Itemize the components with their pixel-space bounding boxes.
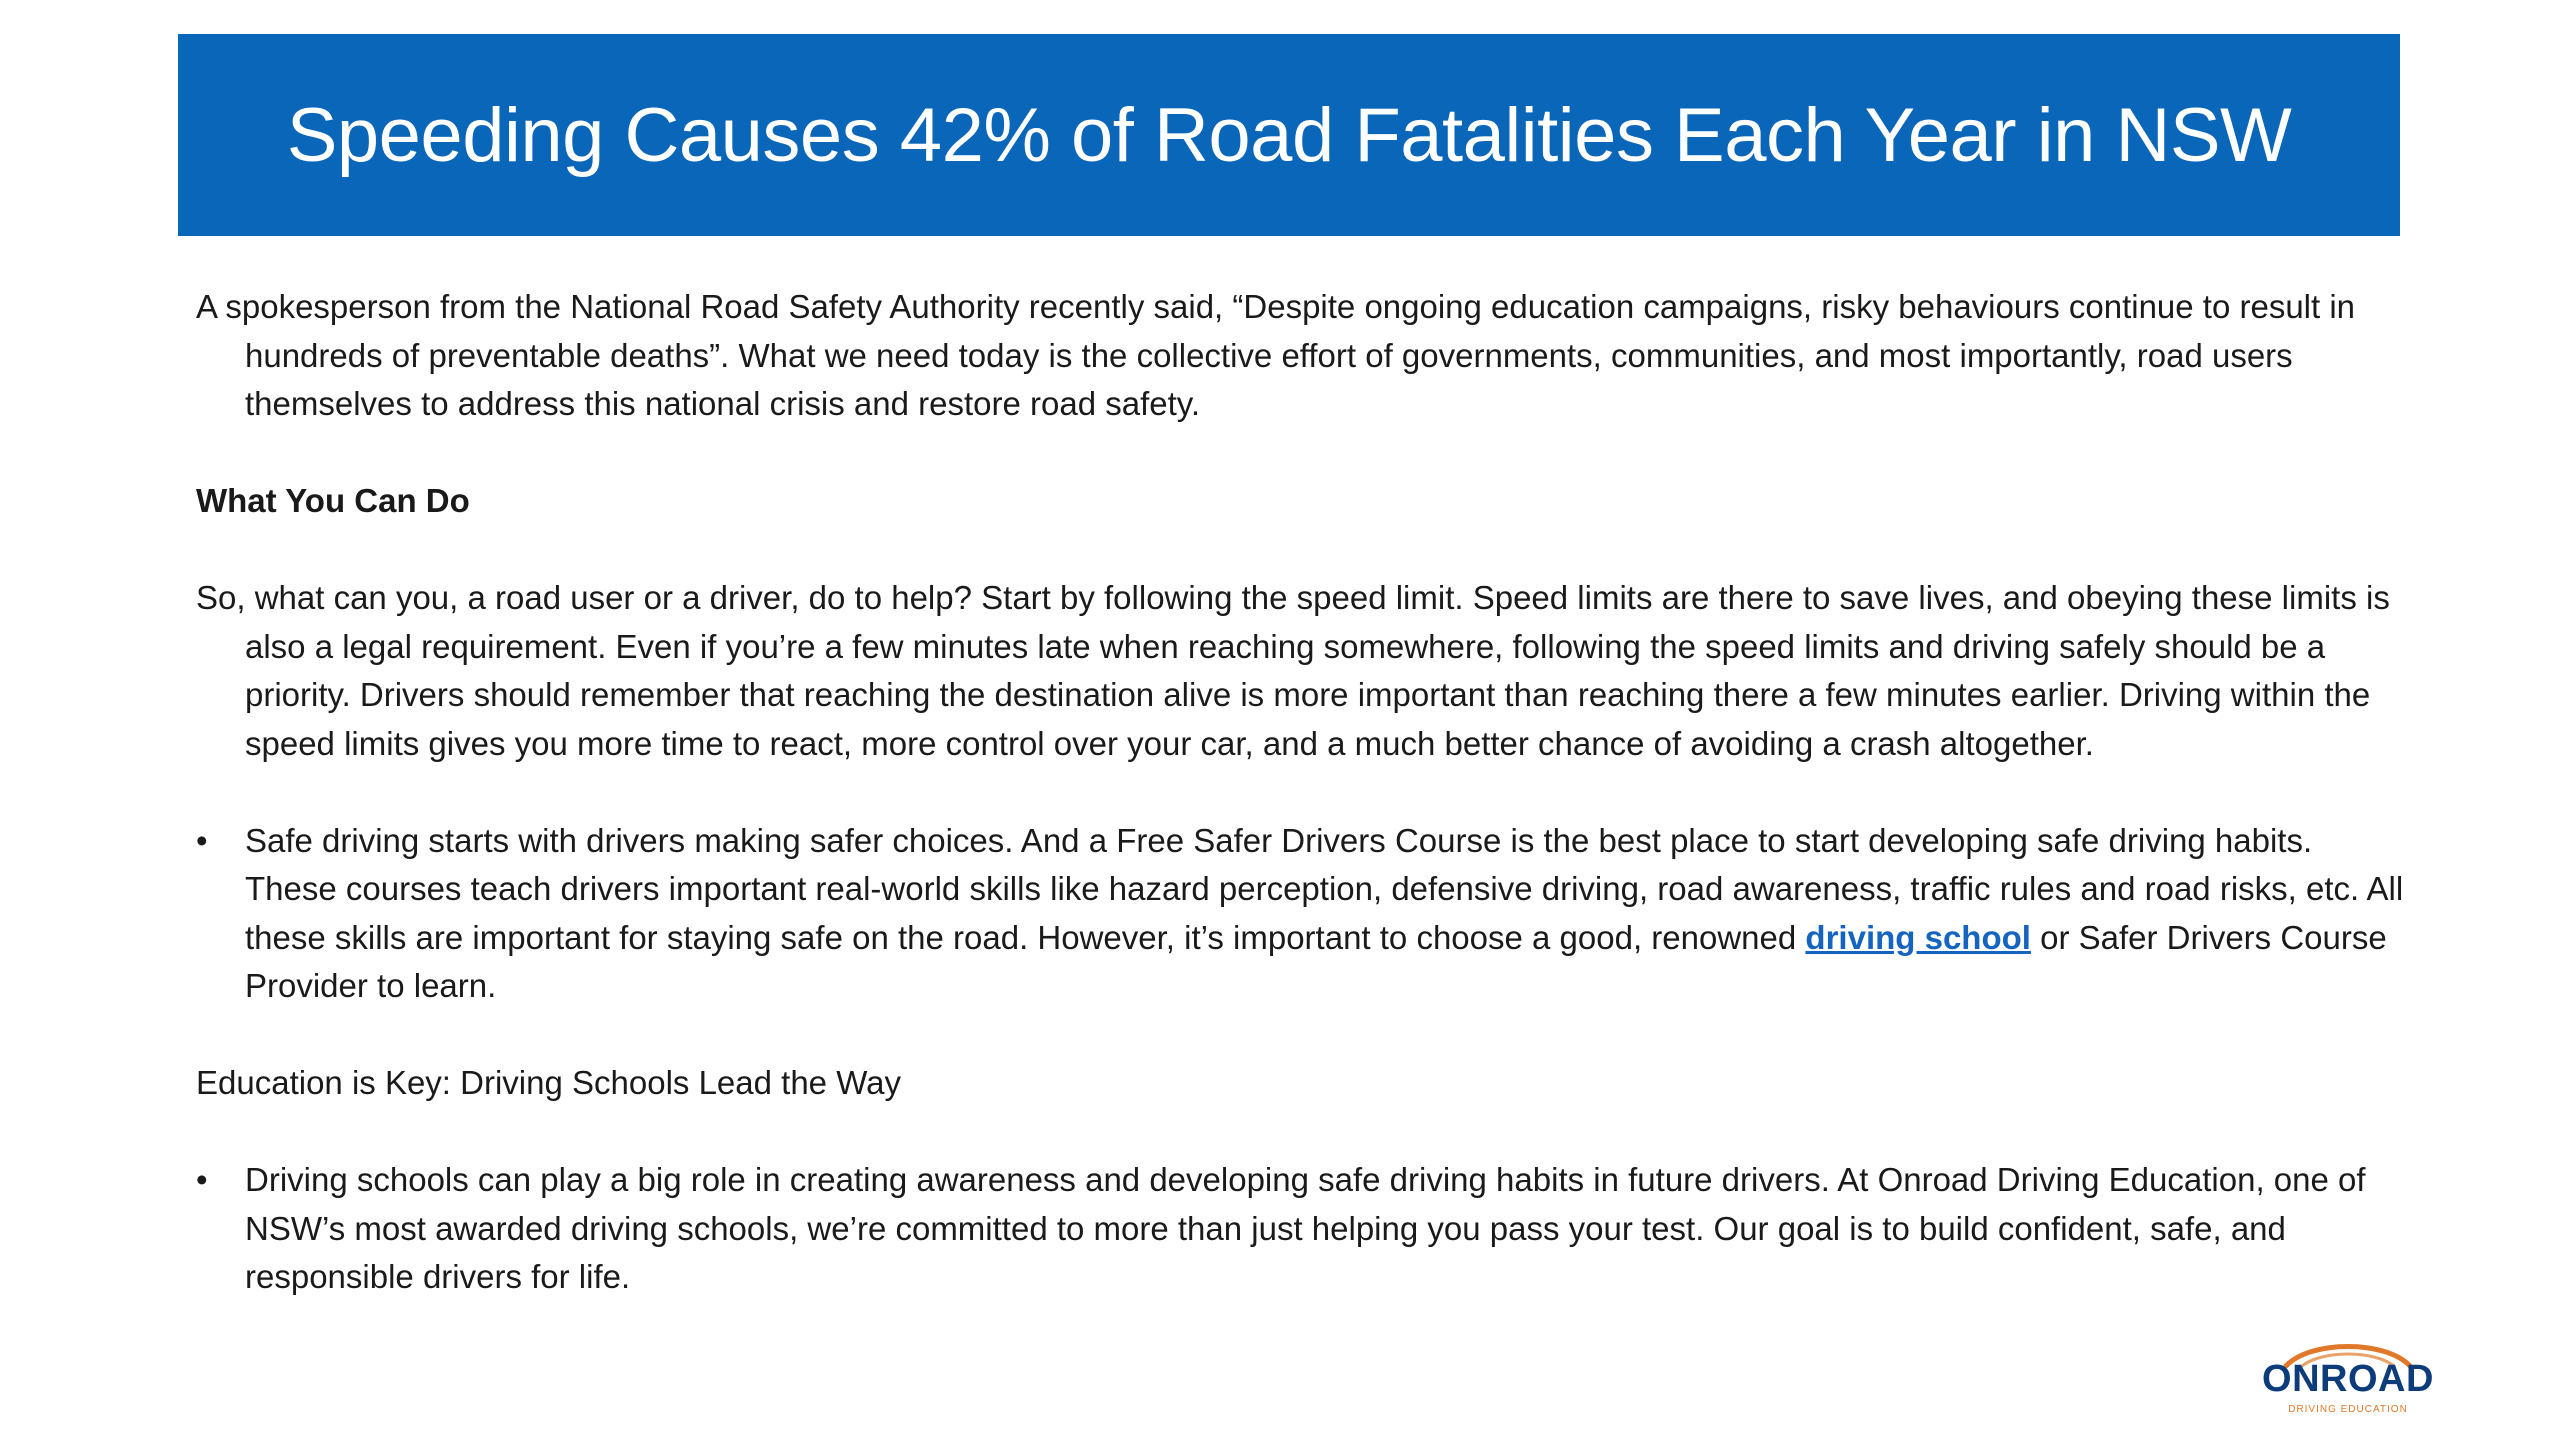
bullet-text: Driving schools can play a big role in creating awareness and developing safe driving habits in future drivers. At Onroad Driving Education, one of NSW’s most awarded driving schools, we’re committed to more than just helping you pass your test. Our goal is to build confident, safe, and responsible drivers for life.	[245, 1161, 2366, 1295]
section-heading-education: Education is Key: Driving Schools Lead the Way	[196, 1064, 901, 1101]
logo-tagline: DRIVING EDUCATION	[2288, 1404, 2408, 1415]
bullet-icon: •	[196, 1161, 208, 1198]
spacer	[196, 526, 2406, 575]
title-banner	[178, 34, 2400, 236]
bullet-item-driving-schools	[196, 1156, 2406, 1302]
speed-limit-paragraph: So, what can you, a road user or a driver, do to help? Start by following the speed limit. Speed limits are there to save lives, and obeying these limits is also a legal requirement. Even if you’re a few minutes late when reaching somewhere, following the speed limits and driving safely should be a priority. Drivers should remember that reaching the destination alive is more important than reaching there a few minutes earlier. Driving within the speed limits gives you more time to react, more control over your car, and a much better chance of avoiding a crash altogether.	[196, 579, 2390, 762]
spacer	[196, 1108, 2406, 1157]
spacer	[196, 768, 2406, 817]
driving-school-link[interactable]: driving school	[1805, 918, 2031, 956]
spacer	[196, 1011, 2406, 1060]
bullet-item-safer-drivers	[196, 817, 2406, 1011]
bullet-icon: •	[196, 821, 208, 859]
spacer	[196, 429, 2406, 478]
bullet-text-after-link: or Safer Drivers Course Provider to learn.	[245, 918, 2387, 1004]
bullet-text-before-link: Safe driving starts with drivers making safer choices. And a Free Safer Drivers Course is the best place to start developing safe driving habits. These courses teach drivers important real-world skills like hazard perception, defensive driving, road awareness, traffic rules and road risks, etc. All these skills are important for staying safe on the road. However, it’s important to choose a good, renowned	[245, 821, 2404, 956]
page-title: Speeding Causes 42% of Road Fatalities Each Year in NSW	[286, 92, 2292, 178]
onroad-logo	[2258, 1338, 2438, 1420]
intro-paragraph: A spokesperson from the National Road Safety Authority recently said, “Despite ongoing education campaigns, risky behaviours continue to result in hundreds of preventable deaths”. What we need today is the collective effort of governments, communities, and most importantly, road users themselves to address this national crisis and restore road safety.	[196, 288, 2356, 422]
section-heading-what-you-can-do: What You Can Do	[196, 482, 470, 519]
logo-wordmark: ONROAD	[2262, 1358, 2434, 1400]
article-body	[196, 283, 2406, 1302]
